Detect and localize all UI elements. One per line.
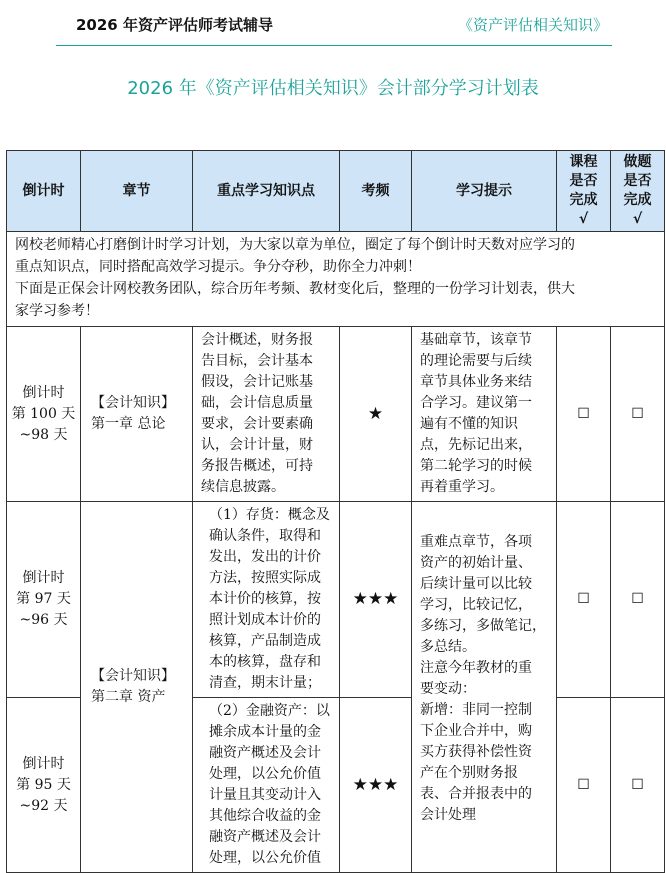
points-line: 假设，会计记账基 bbox=[201, 374, 313, 390]
tips-line: 会计处理 bbox=[420, 807, 476, 823]
table-header-row bbox=[7, 151, 665, 232]
practice-done-checkbox[interactable]: ☐ bbox=[611, 327, 665, 502]
intro-text bbox=[7, 232, 665, 327]
table-row bbox=[7, 327, 665, 502]
page-title: 2026 年《资产评估相关知识》会计部分学习计划表 bbox=[127, 78, 539, 99]
countdown-cell bbox=[7, 502, 81, 698]
points-line: 础，会计信息质量 bbox=[201, 395, 313, 411]
points-line: 会计概述，财务报 bbox=[201, 332, 313, 348]
intro-line: 网校老师精心打磨倒计时学习计划，为大家以章为单位，圈定了每个倒计时天数对应学习的 bbox=[15, 237, 575, 253]
tips-line: 要变动： bbox=[420, 681, 476, 697]
countdown-line: 第 100 天 bbox=[11, 405, 76, 422]
countdown-line: 第 97 天 bbox=[16, 591, 71, 607]
header-divider bbox=[56, 45, 612, 46]
points-line: 处理，以公允价值 bbox=[209, 766, 321, 782]
tips-line: 多总结。 bbox=[420, 639, 476, 655]
countdown-line: 倒计时 bbox=[22, 384, 65, 401]
points-line: 方法，按照实际成 bbox=[209, 570, 321, 586]
points-line: 本的核算，盘存和 bbox=[209, 654, 321, 670]
intro-line: 下面是正保会计网校教务团队，综合历年考频、教材变化后，整理的一份学习计划表，供大 bbox=[15, 281, 575, 297]
course-done-checkbox[interactable]: ☐ bbox=[557, 698, 611, 873]
points-line: 发出，发出的计价 bbox=[209, 549, 321, 565]
points-line: 务报告概述，可持 bbox=[201, 458, 313, 474]
points-line: 认，会计计量，财 bbox=[201, 437, 313, 453]
frequency-stars: ★★★ bbox=[340, 502, 412, 698]
points-line: 处理，以公允价值 bbox=[209, 850, 321, 866]
chapter-line: 【会计知识】 bbox=[91, 668, 175, 684]
countdown-cell bbox=[7, 698, 81, 873]
header-course-done-line: 完成 bbox=[569, 192, 598, 208]
points-line: 续信息披露。 bbox=[201, 479, 285, 495]
tips-line: 资产的初始计量、 bbox=[420, 555, 532, 571]
header-course-done-line: 课程 bbox=[569, 154, 598, 170]
tips-line: 新增：非同一控制 bbox=[420, 702, 532, 718]
frequency-stars: ★★★ bbox=[340, 698, 412, 873]
countdown-line: ~98 天 bbox=[19, 426, 68, 443]
chapter-line: 【会计知识】 bbox=[91, 395, 175, 411]
tips-line: 注意今年教材的重 bbox=[420, 660, 532, 676]
points-line: 清查，期末计量； bbox=[209, 675, 321, 691]
points-line: 计量且其变动计入 bbox=[209, 787, 321, 803]
chapter-cell bbox=[81, 502, 193, 873]
points-line: （2）金融资产：以 bbox=[209, 703, 330, 719]
countdown-line: 倒计时 bbox=[22, 570, 65, 586]
header-right-text: 《资产评估相关知识》 bbox=[457, 16, 608, 34]
course-done-checkbox[interactable]: ☐ bbox=[557, 502, 611, 698]
points-line: 告目标，会计基本 bbox=[201, 353, 313, 369]
intro-row bbox=[7, 232, 665, 327]
tips-line: 第二轮学习的时候 bbox=[420, 458, 532, 474]
header-practice-done-line: 完成 bbox=[623, 192, 652, 208]
tips-line: 产在个别财务报 bbox=[420, 765, 518, 781]
header-course-done bbox=[557, 151, 611, 232]
header-frequency: 考频 bbox=[340, 151, 412, 232]
tips-line: 多练习，多做笔记， bbox=[420, 618, 546, 634]
header-points: 重点学习知识点 bbox=[193, 151, 340, 232]
tips-cell bbox=[412, 327, 557, 502]
points-line: 摊余成本计量的金 bbox=[209, 724, 321, 740]
tips-line: 合学习。建议第一 bbox=[420, 395, 532, 411]
intro-line: 家学习参考！ bbox=[15, 303, 99, 319]
chapter-line: 第一章 总论 bbox=[91, 416, 166, 432]
tips-line: 表、合并报表中的 bbox=[420, 786, 532, 802]
points-line: 其他综合收益的金 bbox=[209, 808, 321, 824]
points-line: 本计价的核算，按 bbox=[209, 591, 321, 607]
points-line: 融资产概述及会计 bbox=[209, 829, 321, 845]
tips-line: 下企业合并中，购 bbox=[420, 723, 532, 739]
chapter-line: 第二章 资产 bbox=[91, 689, 166, 705]
points-cell bbox=[193, 327, 340, 502]
header-course-done-line: √ bbox=[578, 211, 589, 227]
points-line: 融资产概述及会计 bbox=[209, 745, 321, 761]
tips-line: 点，先标记出来， bbox=[420, 437, 532, 453]
points-line: 核算，产品制造成 bbox=[209, 633, 321, 649]
header-countdown: 倒计时 bbox=[7, 151, 81, 232]
header-chapter: 章节 bbox=[81, 151, 193, 232]
chapter-cell bbox=[81, 327, 193, 502]
tips-line: 章节具体业务来结 bbox=[420, 374, 532, 390]
frequency-stars: ★ bbox=[340, 327, 412, 502]
header-practice-done-line: 是否 bbox=[623, 173, 652, 189]
countdown-line: ~92 天 bbox=[19, 797, 68, 814]
countdown-line: ~96 天 bbox=[19, 612, 68, 628]
table-row bbox=[7, 502, 665, 698]
header-course-done-line: 是否 bbox=[569, 173, 598, 189]
header-left-text: 2026 年资产评估师考试辅导 bbox=[76, 16, 273, 34]
points-line: 要求，会计要素确 bbox=[201, 416, 313, 432]
points-cell bbox=[193, 502, 340, 698]
tips-line: 再着重学习。 bbox=[420, 479, 504, 495]
tips-line: 后续计量可以比较 bbox=[420, 576, 532, 592]
tips-cell bbox=[412, 502, 557, 873]
header-practice-done-line: √ bbox=[632, 211, 643, 227]
practice-done-checkbox[interactable]: ☐ bbox=[611, 698, 665, 873]
tips-line: 遍有不懂的知识 bbox=[420, 416, 518, 432]
practice-done-checkbox[interactable]: ☐ bbox=[611, 502, 665, 698]
countdown-cell bbox=[7, 327, 81, 502]
points-line: 照计划成本计价的 bbox=[209, 612, 321, 628]
header-practice-done-line: 做题 bbox=[623, 154, 652, 170]
tips-line: 学习，比较记忆， bbox=[420, 597, 532, 613]
tips-line: 的理论需要与后续 bbox=[420, 353, 532, 369]
header-tips: 学习提示 bbox=[412, 151, 557, 232]
intro-line: 重点知识点，同时搭配高效学习提示。争分夺秒，助你全力冲刺！ bbox=[15, 259, 421, 275]
countdown-line: 第 95 天 bbox=[16, 776, 71, 793]
tips-line: 重难点章节，各项 bbox=[420, 534, 532, 550]
points-line: 确认条件，取得和 bbox=[209, 528, 321, 544]
tips-line: 基础章节，该章节 bbox=[420, 332, 532, 348]
points-line: （1）存货：概念及 bbox=[209, 507, 330, 523]
course-done-checkbox[interactable]: ☐ bbox=[557, 327, 611, 502]
countdown-line: 倒计时 bbox=[22, 755, 65, 772]
header-practice-done bbox=[611, 151, 665, 232]
points-cell bbox=[193, 698, 340, 873]
tips-line: 买方获得补偿性资 bbox=[420, 744, 532, 760]
study-plan-table bbox=[6, 150, 665, 873]
